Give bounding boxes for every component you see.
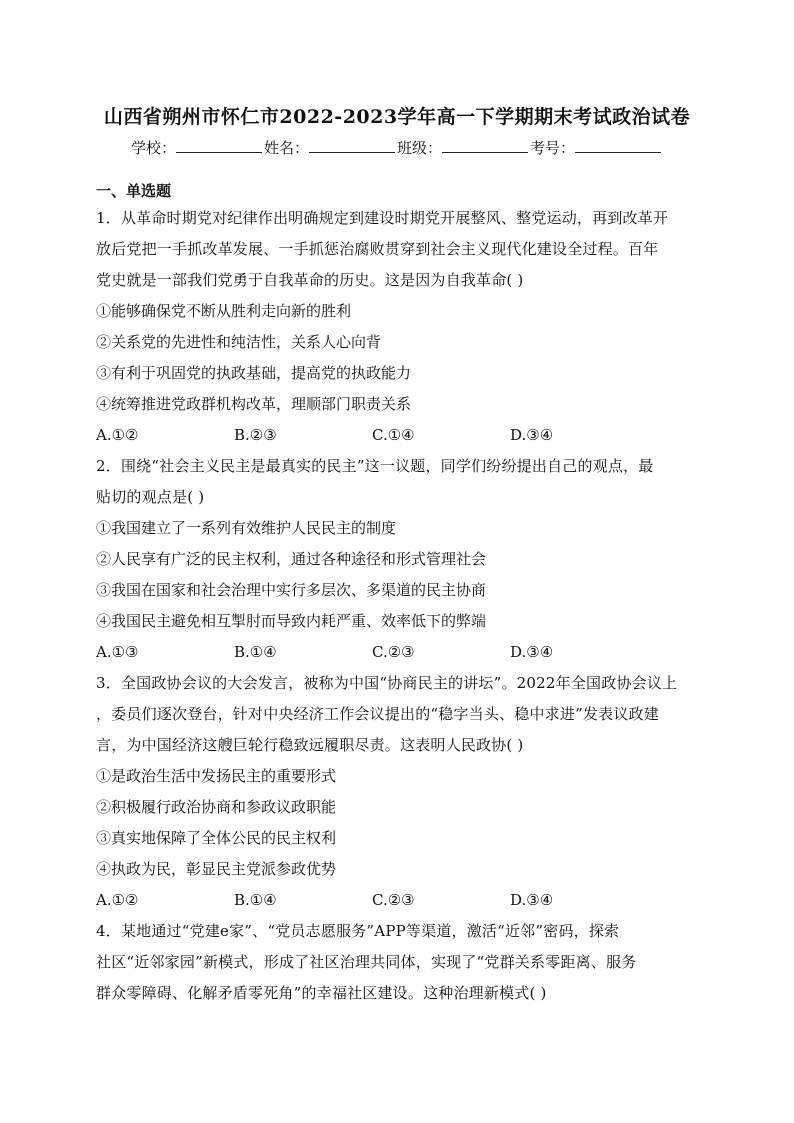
question-stem-line: 贴切的观点是( ) [96, 488, 205, 506]
option-b: B.①④ [234, 643, 277, 661]
option-a: A.①③ [96, 643, 139, 661]
question-stem-line: 放后党把一手抓改革发展、一手抓惩治腐败贯穿到社会主义现代化建设全过程。百年 [96, 240, 659, 258]
question-stem-line: 3．全国政协会议的大会发言，被称为中国“协商民主的讲坛”。2022年全国政协会议上 [96, 674, 678, 692]
option-c: C.②③ [372, 643, 415, 661]
page-title: 山西省朔州市怀仁市2022-2023学年高一下学期期末考试政治试卷 [103, 106, 691, 128]
answer-options [96, 885, 700, 916]
question-1 [96, 203, 700, 451]
school-blank [176, 138, 262, 153]
statement-item: ③有利于巩固党的执政基础，提高党的执政能力 [96, 364, 412, 382]
option-b: B.①④ [234, 891, 277, 909]
statement-item: ②关系党的先进性和纯洁性，关系人心向背 [96, 333, 382, 351]
statement-item: ④我国民主避免相互掣肘而导致内耗严重、效率低下的弊端 [96, 612, 487, 630]
statement-item: ②人民享有广泛的民主权利，通过各种途径和形式管理社会 [96, 550, 487, 568]
name-blank [309, 138, 395, 153]
student-info-row [0, 137, 794, 158]
option-d: D.③④ [510, 891, 554, 909]
name-field [264, 137, 397, 158]
statement-item: ①我国建立了一系列有效维护人民民主的制度 [96, 519, 397, 537]
question-2 [96, 451, 700, 668]
statement-item: ④执政为民，彰显民主党派参政优势 [96, 860, 337, 878]
answer-options [96, 420, 700, 451]
option-b: B.②③ [234, 426, 277, 444]
exam-number-label: 考号： [530, 139, 576, 157]
question-stem-line: 党史就是一部我们党勇于自我革命的历史。这是因为自我革命( ) [96, 271, 524, 289]
class-blank [442, 138, 528, 153]
option-a: A.①② [96, 891, 139, 909]
question-list [96, 203, 700, 1009]
statement-item: ③我国在国家和社会治理中实行多层次、多渠道的民主协商 [96, 581, 487, 599]
option-a: A.①② [96, 426, 139, 444]
option-c: C.②③ [372, 891, 415, 909]
question-stem-line: 言，为中国经济这艘巨轮行稳致远履职尽责。这表明人民政协( ) [96, 736, 524, 754]
statement-item: ①能够确保党不断从胜利走向新的胜利 [96, 302, 352, 320]
question-3 [96, 668, 700, 916]
statement-item: ④统筹推进党政群机构改革，理顺部门职责关系 [96, 395, 412, 413]
question-stem-line: 2．围绕“社会主义民主是最真实的民主”这一议题，同学们纷纷提出自己的观点，最 [96, 457, 654, 475]
answer-options [96, 637, 700, 668]
question-stem-line: ，委员们逐次登台，针对中央经济工作会议提出的“稳字当头、稳中求进”发表议政建 [96, 705, 659, 723]
option-d: D.③④ [510, 426, 554, 444]
question-4 [96, 916, 700, 1009]
name-label: 姓名： [263, 139, 309, 157]
option-c: C.①④ [372, 426, 415, 444]
school-field [131, 137, 264, 158]
question-stem-line: 4．某地通过“党建e家”、“党员志愿服务”APP等渠道，激活“近邻”密码，探索 [96, 922, 620, 940]
statement-item: ①是政治生活中发扬民主的重要形式 [96, 767, 337, 785]
exam-number-blank [575, 138, 661, 153]
section-title: 一、单选题 [96, 182, 172, 200]
question-stem-line: 社区“近邻家园”新模式，形成了社区治理共同体，实现了“党群关系零距离、服务 [96, 953, 637, 971]
exam-number-field [530, 137, 663, 158]
statement-item: ③真实地保障了全体公民的民主权利 [96, 829, 337, 847]
question-stem-line: 1．从革命时期党对纪律作出明确规定到建设时期党开展整风、整党运动，再到改革开 [96, 209, 669, 227]
statement-item: ②积极履行政治协商和参政议政职能 [96, 798, 337, 816]
question-stem-line: 群众零障碍、化解矛盾零死角”的幸福社区建设。这种治理新模式( ) [96, 984, 547, 1002]
class-field [397, 137, 530, 158]
option-d: D.③④ [510, 643, 554, 661]
class-label: 班级： [397, 139, 443, 157]
school-label: 学校： [130, 139, 176, 157]
